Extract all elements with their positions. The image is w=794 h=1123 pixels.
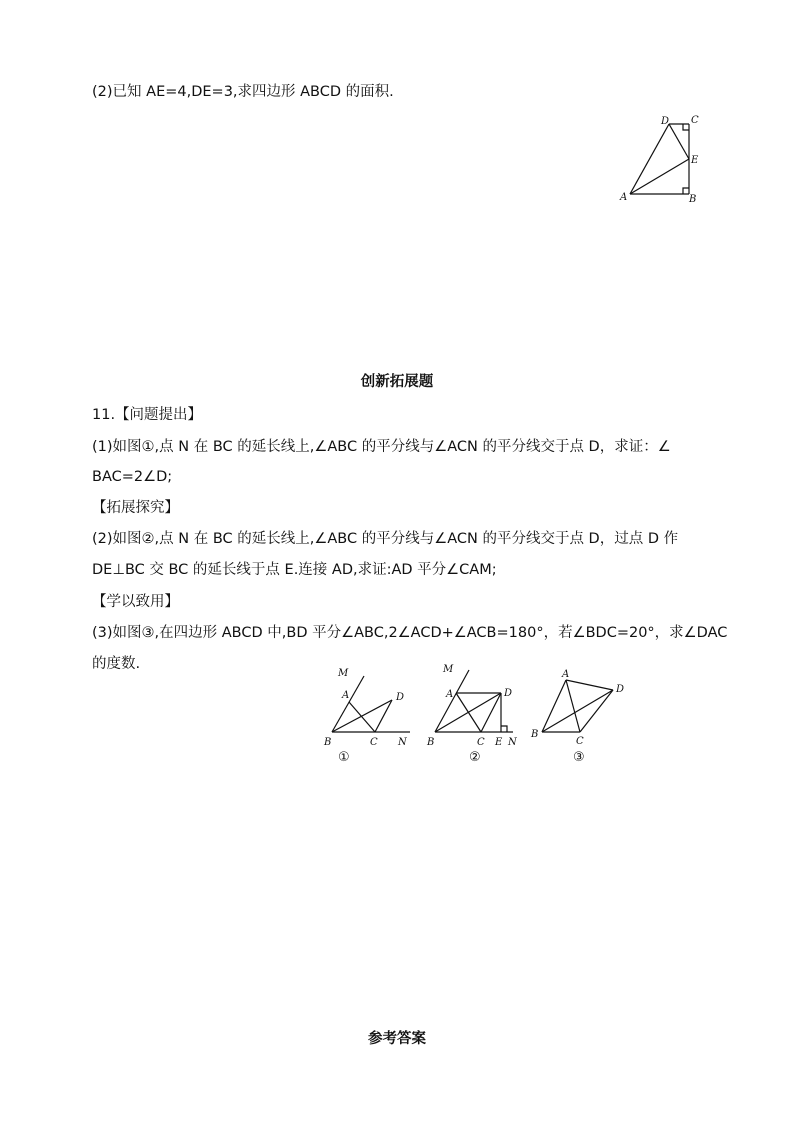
fig1-caption: ① <box>338 750 350 765</box>
fig3-caption: ③ <box>573 750 585 765</box>
q1-line2: BAC=2∠D; <box>92 469 173 485</box>
fig2-label-e: E <box>495 737 503 748</box>
fig2-caption: ② <box>469 750 481 765</box>
label-e: E <box>691 155 699 166</box>
fig3-label-a: A <box>562 669 570 680</box>
fig2-label-b: B <box>427 737 435 748</box>
apply-heading: 【学以致用】 <box>92 594 179 610</box>
fig3-label-c: C <box>576 736 584 747</box>
label-a: A <box>620 192 628 203</box>
answer-title: 参考答案 <box>368 1031 426 1047</box>
q1-line1: (1)如图①,点 N 在 BC 的延长线上,∠ABC 的平分线与∠ACN 的平分线交于点 D，求证：∠ <box>92 439 671 455</box>
q2-line1: (2)如图②,点 N 在 BC 的延长线上,∠ABC 的平分线与∠ACN 的平分线交于点 D，过点 D 作 <box>92 531 679 547</box>
explore-heading: 【拓展探究】 <box>92 500 179 516</box>
figure-abcd <box>615 112 705 207</box>
figure-2 <box>425 660 525 770</box>
figure-3 <box>528 660 638 770</box>
q3-line1: (3)如图③,在四边形 ABCD 中,BD 平分∠ABC,2∠ACD+∠ACB=180°，若∠BDC=20°，求∠DAC <box>92 625 728 641</box>
problem11-heading: 11.【问题提出】 <box>92 407 203 423</box>
fig1-label-n: N <box>398 737 407 748</box>
fig2-label-a: A <box>446 689 454 700</box>
fig3-label-d: D <box>616 684 625 695</box>
q2-line2: DE⊥BC 交 BC 的延长线于点 E.连接 AD,求证:AD 平分∠CAM; <box>92 562 497 578</box>
fig3-label-b: B <box>531 729 539 740</box>
fig2-label-d: D <box>504 688 513 699</box>
fig2-label-c: C <box>477 737 485 748</box>
part2-question: (2)已知 AE=4,DE=3,求四边形 ABCD 的面积. <box>92 84 394 100</box>
figure-1 <box>320 660 415 770</box>
fig2-label-n: N <box>508 737 517 748</box>
label-c: C <box>691 115 699 126</box>
label-d: D <box>661 116 670 127</box>
fig1-label-c: C <box>370 737 378 748</box>
label-b: B <box>689 194 697 205</box>
fig1-label-a: A <box>342 690 350 701</box>
section-title: 创新拓展题 <box>360 374 434 390</box>
fig2-label-m: M <box>443 664 454 675</box>
fig1-label-b: B <box>324 737 332 748</box>
fig1-label-m: M <box>338 668 349 679</box>
q3-line2: 的度数. <box>92 656 141 672</box>
fig1-label-d: D <box>396 692 405 703</box>
